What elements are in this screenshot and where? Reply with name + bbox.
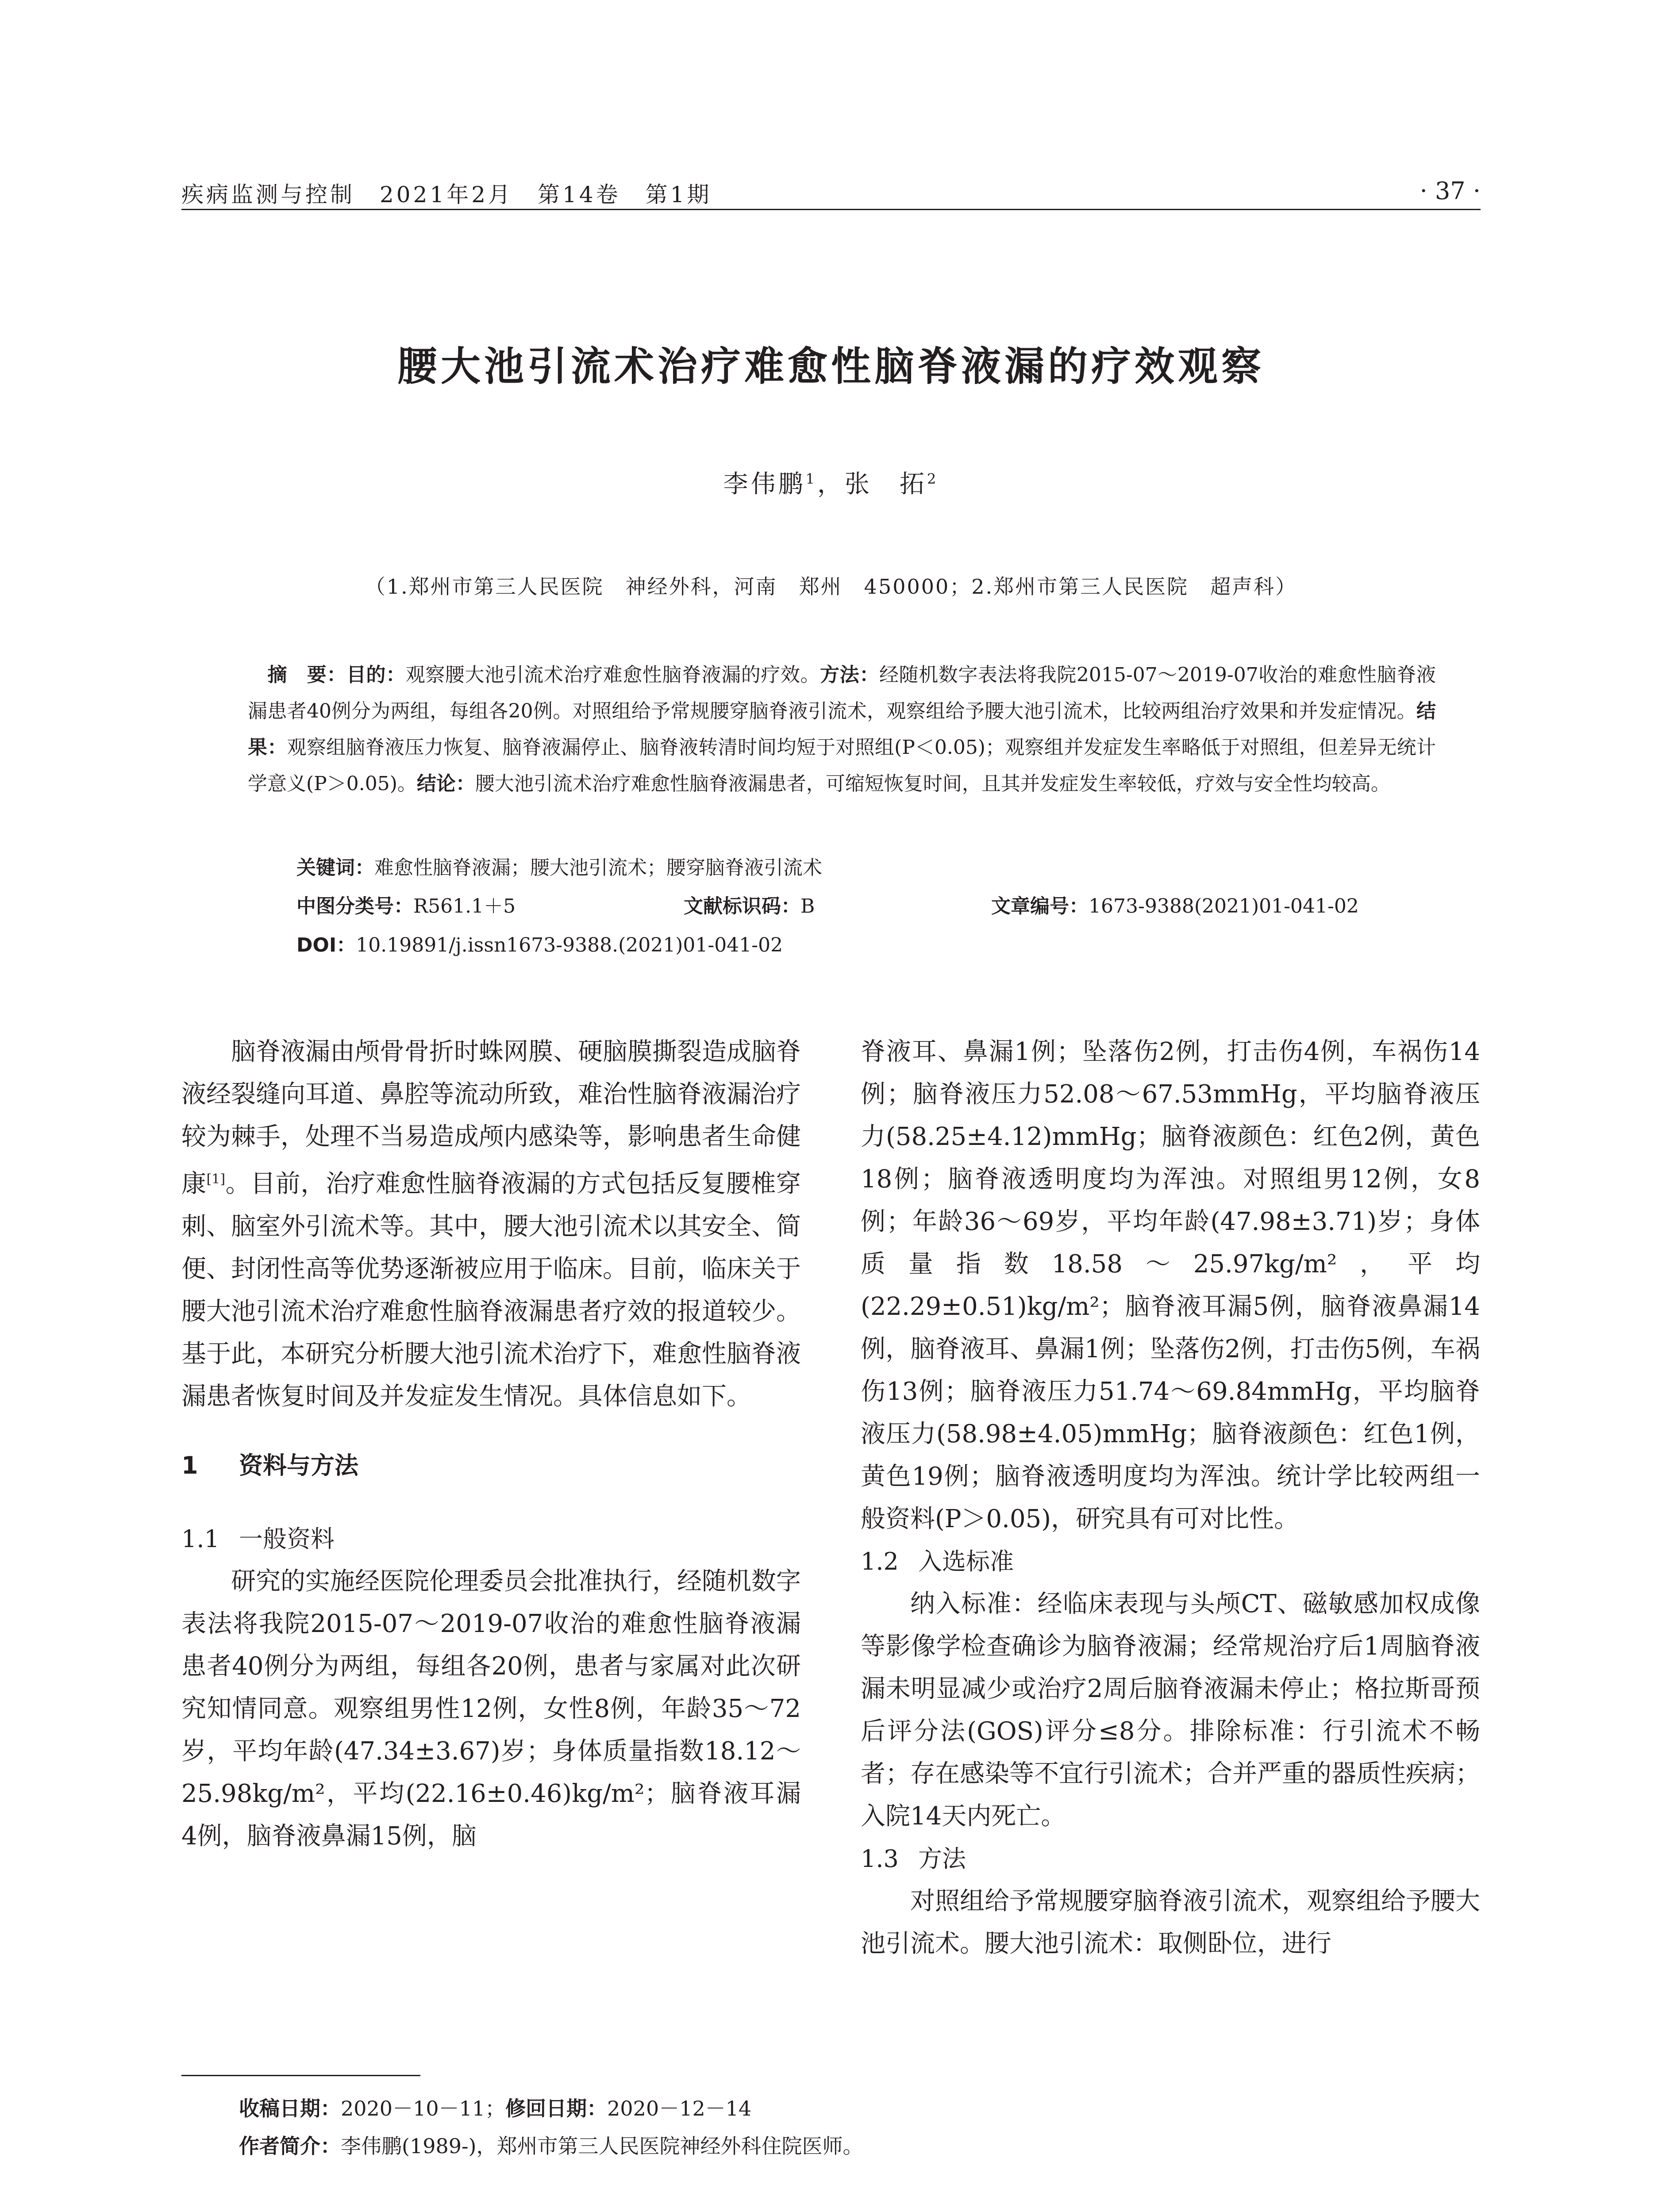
citation-ref[interactable]: [1] — [206, 1171, 226, 1187]
section-1-number: 1 — [181, 1451, 198, 1479]
general-data-continuation: 脊液耳、鼻漏1例；坠落伤2例，打击伤4例，车祸伤14例；脑脊液压力52.08～67.53mmHg，平均脑脊液压力(58.25±4.12)mmHg；脑脊液颜色：红色2例，黄色18例；脑脊液透明度均为浑浊。对照组男12例，女8例；年龄36～69岁，平均年龄(47.98±3.71)岁；身体质量指数18.58～25.97kg/m²，平均(22.29±0.51)kg/m²；脑脊液耳漏5例，脑脊液鼻漏14例，脑脊液耳、鼻漏1例；坠落伤2例，打击伤5例，车祸伤13例；脑脊液压力51.74～69.84mmHg，平均脑脊液压力(58.98±4.05)mmHg；脑脊液颜色：红色1例，黄色19例；脑脊液透明度均为浑浊。统计学比较两组一般资料(P＞0.05)，研究具有可对比性。 — [861, 1037, 1480, 1533]
author-bio: 李伟鹏(1989-)，郑州市第三人民医院神经外科住院医师。 — [341, 2134, 863, 2158]
author-1-affil: 1 — [805, 470, 817, 488]
section-heading-1-2 — [861, 1540, 1480, 1583]
author-bio-label: 作者简介： — [239, 2134, 341, 2158]
doc-code-label: 文献标识码： — [684, 895, 800, 918]
intro-text-a: 脑脊液漏由颅骨骨折时蛛网膜、硬脑膜撕裂造成脑脊液经裂缝向耳道、鼻腔等流动所致，难治性脑脊液漏治疗较为棘手，处理不当易造成颅内感染等，影响患者生命健康 — [181, 1037, 801, 1198]
doc-code-value: B — [800, 895, 815, 918]
received-date: 2020－10－11； — [341, 2097, 506, 2120]
conclusion-text: 腰大池引流术治疗难愈性脑脊液漏患者，可缩短恢复时间，且其并发症发生率较低，疗效与安全性均较高。 — [475, 772, 1390, 795]
clc-label: 中图分类号： — [296, 895, 413, 918]
objective-text: 观察腰大池引流术治疗难愈性脑脊液漏的疗效。 — [405, 664, 820, 686]
revised-label: 修回日期： — [505, 2097, 608, 2120]
objective-label: 目的： — [346, 664, 406, 686]
results-label: 结果： — [248, 700, 1436, 759]
page-number: · 37 · — [1420, 177, 1481, 205]
document-code — [684, 890, 815, 918]
revised-date: 2020－12－14 — [607, 2097, 752, 2120]
section-1-3-number: 1.3 — [861, 1845, 899, 1873]
methods-text: 经随机数字表法将我院2015-07～2019-07收治的难愈性脑脊液漏患者40例分为两组，每组各20例。对照组给予常规腰穿脑脊液引流术，观察组给予腰大池引流术，比较两组治疗效果和并发症情况。 — [248, 664, 1436, 722]
left-column — [181, 1031, 801, 1858]
right-column — [861, 1031, 1480, 1965]
keywords-label: 关键词： — [296, 856, 374, 879]
doi-value: 10.19891/j.issn1673-9388.(2021)01-041-02 — [356, 934, 783, 956]
author-2-affil: 2 — [927, 470, 939, 488]
methods-label: 方法： — [820, 664, 879, 686]
intro-paragraph — [181, 1031, 801, 1418]
running-head: 疾病监测与控制 2021年2月 第14卷 第1期 — [181, 182, 712, 207]
general-data-paragraph: 研究的实施经医院伦理委员会批准执行，经随机数字表法将我院2015-07～2019-07收治的难愈性脑脊液漏患者40例分为两组，每组各20例，患者与家属对此次研究知情同意。观察组男性12例，女性8例，年龄35～72岁，平均年龄(47.34±3.67)岁；身体质量指数18.12～25.98kg/m²，平均(22.16±0.46)kg/m²；脑脊液耳漏4例，脑脊液鼻漏15例，脑 — [181, 1567, 801, 1851]
article-title: 腰大池引流术治疗难愈性脑脊液漏的疗效观察 — [397, 343, 1265, 390]
section-1-2-title: 入选标准 — [918, 1548, 1014, 1575]
section-heading-1-3 — [861, 1838, 1480, 1880]
article-no-label: 文章编号： — [991, 895, 1089, 918]
intro-text-b: 。目前，治疗难愈性脑脊液漏的方式包括反复腰椎穿刺、脑室外引流术等。其中，腰大池引流术以其安全、简便、封闭性高等优势逐渐被应用于临床。目前，临床关于腰大池引流术治疗难愈性脑脊液漏患者疗效的报道较少。基于此，本研究分析腰大池引流术治疗下，难愈性脑脊液漏患者恢复时间及并发症发生情况。具体信息如下。 — [181, 1169, 801, 1411]
results-text: 观察组脑脊液压力恢复、脑脊液漏停止、脑脊液转清时间均短于对照组(P＜0.05)；观察组并发症发生率略低于对照组，但差异无统计学意义(P＞0.05)。 — [248, 736, 1436, 795]
section-1-1-number: 1.1 — [181, 1525, 219, 1553]
section-1-3-title: 方法 — [918, 1845, 966, 1873]
keywords — [296, 852, 822, 880]
section-1-1-title: 一般资料 — [239, 1525, 335, 1553]
abstract — [248, 657, 1436, 802]
received-label: 收稿日期： — [239, 2097, 341, 2120]
clc-value: R561.1＋5 — [413, 895, 516, 918]
section-heading-1 — [181, 1444, 801, 1487]
keywords-value: 难愈性脑脊液漏；腰大池引流术；腰穿脑脊液引流术 — [374, 856, 822, 879]
header-rule — [181, 209, 1481, 210]
section-1-title: 资料与方法 — [239, 1451, 358, 1479]
author-1: 李伟鹏 — [723, 470, 806, 499]
conclusion-label: 结论： — [416, 772, 475, 795]
footnote-rule — [181, 2075, 420, 2076]
author-line — [0, 465, 1662, 500]
affiliation: （1.郑州市第三人民医院 神经外科，河南 郑州 450000；2.郑州市第三人民医院 超声科） — [365, 575, 1297, 599]
doi-label: DOI： — [296, 934, 356, 956]
clc-number — [296, 890, 516, 918]
footnote-author — [239, 2130, 863, 2159]
inclusion-criteria-paragraph: 纳入标准：经临床表现与头颅CT、磁敏感加权成像等影像学检查确诊为脑脊液漏；经常规治疗后1周脑脊液漏未明显减少或治疗2周后脑脊液漏未停止；格拉斯哥预后评分法(GOS)评分≤8分。排除标准：行引流术不畅者；存在感染等不宜行引流术；合并严重的器质性疾病；入院14天内死亡。 — [861, 1590, 1480, 1831]
doi — [296, 929, 783, 957]
abstract-label: 摘 要： — [267, 664, 346, 686]
section-heading-1-1 — [181, 1518, 801, 1560]
method-paragraph: 对照组给予常规腰穿脑脊液引流术，观察组给予腰大池引流术。腰大池引流术：取侧卧位，进行 — [861, 1887, 1480, 1958]
footnote-dates — [239, 2093, 751, 2122]
author-separator: ， — [817, 470, 845, 499]
article-no-value: 1673-9388(2021)01-041-02 — [1089, 895, 1359, 918]
article-number — [991, 890, 1359, 918]
author-2: 张 拓 — [845, 470, 927, 499]
section-1-2-number: 1.2 — [861, 1548, 899, 1575]
